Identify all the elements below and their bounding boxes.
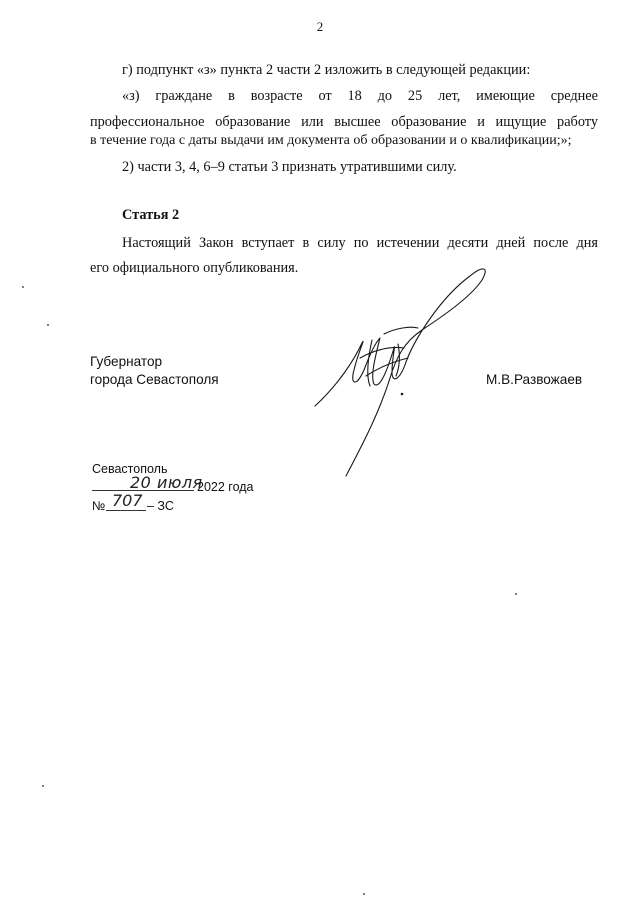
scan-speck	[47, 324, 49, 326]
article-text-line-1: Настоящий Закон вступает в силу по истечении десяти дней после дня	[122, 235, 598, 251]
page-number: 2	[316, 19, 324, 34]
scan-speck	[363, 893, 365, 895]
date-underline	[92, 490, 194, 491]
article-heading: Статья 2	[122, 207, 180, 223]
number-prefix: №	[92, 499, 106, 513]
date-year: 2022 года	[197, 480, 254, 494]
handwritten-date: 20 июля	[130, 473, 203, 492]
paragraph-quote-line-3: в течение года с даты выдачи им документа об образовании и о квалификации;»;	[90, 133, 572, 148]
handwritten-signature	[300, 258, 500, 483]
signatory-title-line-2: города Севастополя	[90, 372, 219, 387]
place-of-signing: Севастополь	[92, 462, 168, 476]
signatory-name: М.В.Развожаев	[486, 372, 583, 387]
paragraph-subpoint: г) подпункт «з» пункта 2 части 2 изложить в следующей редакции:	[122, 62, 531, 78]
number-underline	[106, 510, 146, 511]
scan-speck	[42, 785, 44, 787]
handwritten-number: 707	[112, 491, 143, 510]
paragraph-repeal: 2) части 3, 4, 6–9 статьи 3 признать утратившими силу.	[122, 159, 457, 175]
signatory-title-line-1: Губернатор	[90, 354, 163, 369]
article-text-line-2: его официального опубликования.	[90, 260, 299, 276]
scan-speck	[515, 593, 517, 595]
number-suffix: – ЗС	[147, 499, 174, 513]
paragraph-quote-line-2: профессиональное образование или высшее образование и ищущие работу	[90, 114, 598, 130]
paragraph-quote-line-1: «з) граждане в возрасте от 18 до 25 лет, имеющие среднее	[122, 88, 598, 104]
scan-speck	[22, 286, 24, 288]
